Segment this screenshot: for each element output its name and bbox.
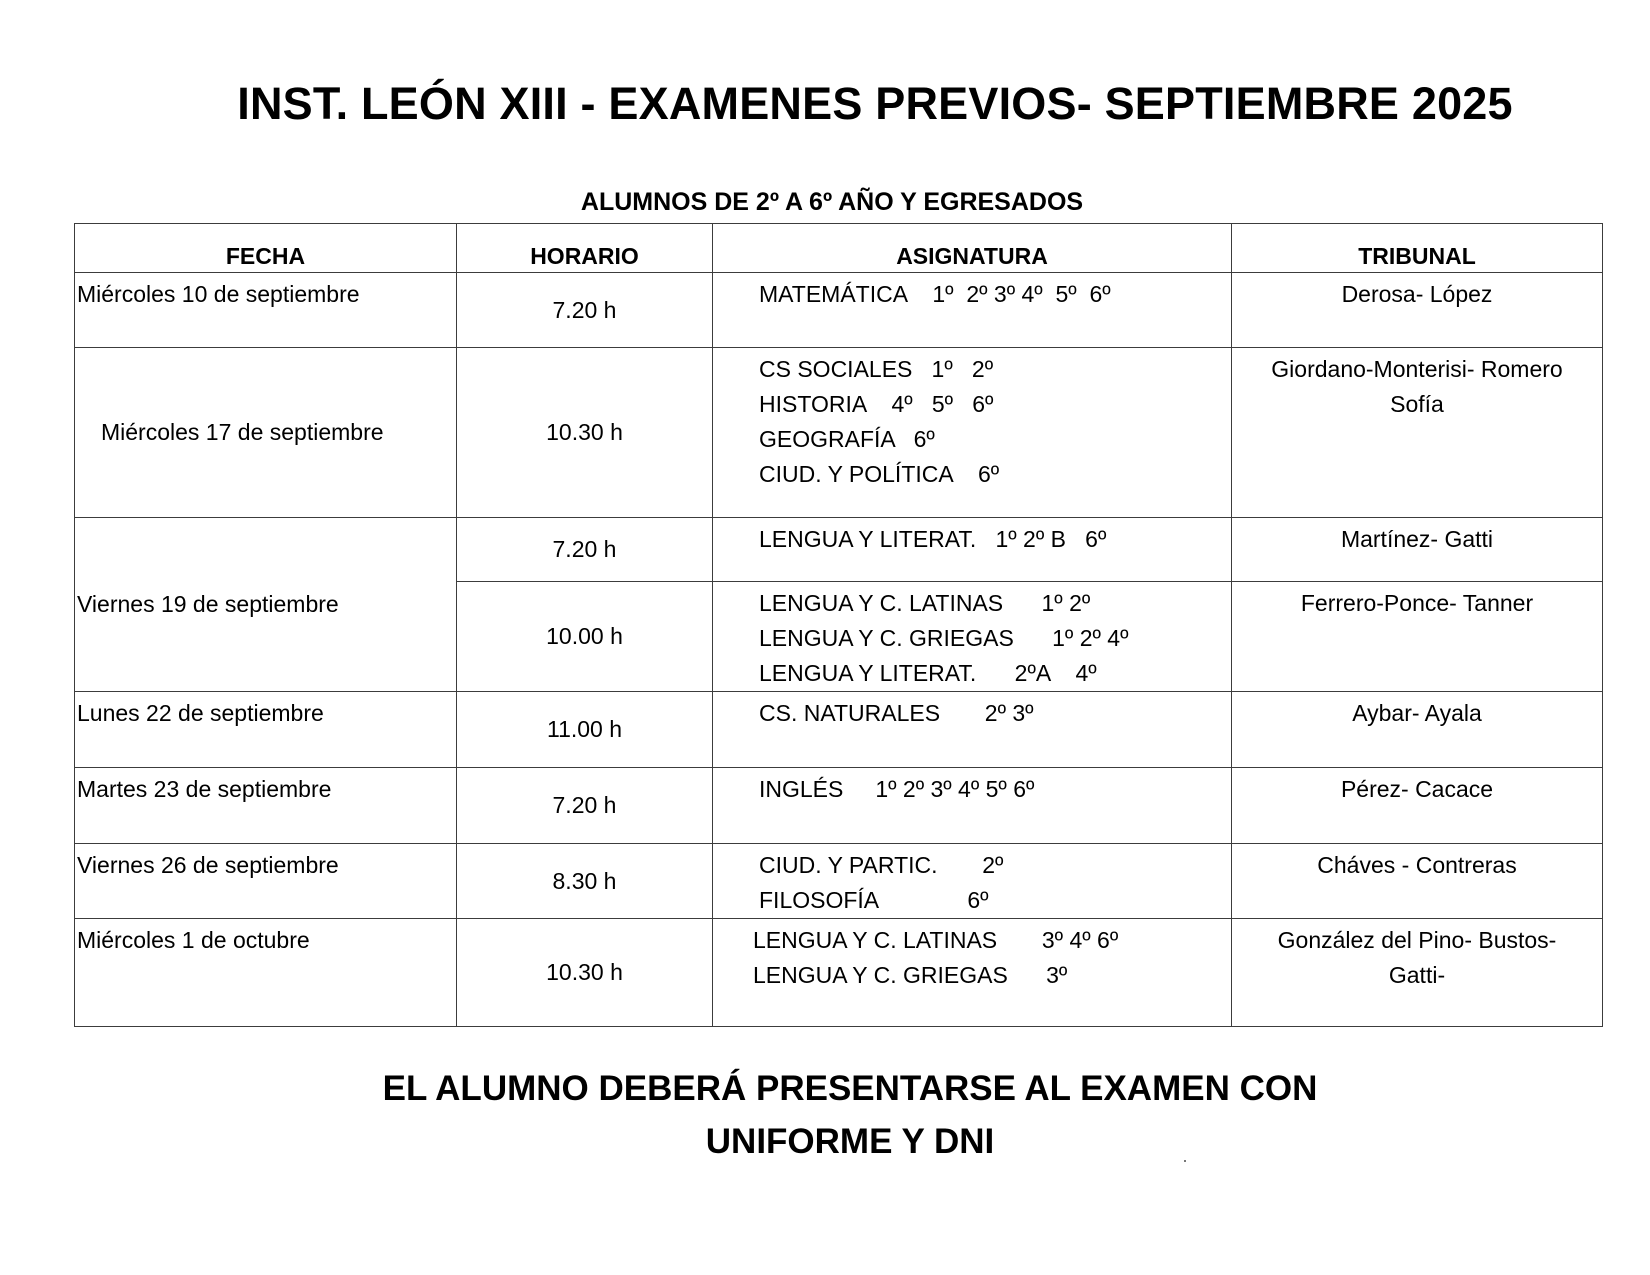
asignatura-line: LENGUA Y C. LATINAS 3º 4º 6º [753,927,1119,953]
table-row [75,692,1603,768]
fecha-cell [75,692,457,768]
horario-cell: 7.20 h [457,518,713,582]
fecha-text: Martes 23 de septiembre [77,776,332,802]
asignatura-cell [713,919,1232,1027]
table-row [75,844,1603,919]
horario-cell: 7.20 h [457,768,713,844]
asignatura-cell [713,692,1232,768]
tribunal-line: Gatti- [1388,962,1446,988]
asignatura-line: MATEMÁTICA 1º 2º 3º 4º 5º 6º [759,281,1111,307]
asignatura-line: CS. NATURALES 2º 3º [759,700,1034,726]
column-header-tribunal: TRIBUNAL [1232,224,1603,273]
horario-cell: 10.00 h [457,582,713,692]
fecha-cell [75,919,457,1027]
tribunal-line: Sofía [1390,391,1444,417]
footer-line-2: UNIFORME Y DNI [705,1122,995,1161]
scan-speck [1184,1160,1186,1162]
asignatura-line: LENGUA Y C. LATINAS 1º 2º [759,590,1091,616]
asignatura-line: GEOGRAFÍA 6º [759,426,935,452]
table-header-row [75,224,1603,273]
asignatura-line: LENGUA Y LITERAT. 2ºA 4º [759,660,1097,686]
fecha-cell [75,273,457,348]
table-row [75,768,1603,844]
asignatura-cell [713,582,1232,692]
tribunal-line: Cháves - Contreras [1317,852,1517,878]
asignatura-line: CS SOCIALES 1º 2º [759,356,994,382]
fecha-text: Viernes 19 de septiembre [77,591,339,617]
tribunal-cell [1232,692,1603,768]
asignatura-line: LENGUA Y C. GRIEGAS 3º [753,962,1068,988]
tribunal-line: Ferrero-Ponce- Tanner [1300,590,1534,616]
exam-schedule-table [74,223,1603,1027]
fecha-text: Viernes 26 de septiembre [77,852,339,878]
column-header-fecha: FECHA [75,224,457,273]
horario-cell: 8.30 h [457,844,713,919]
horario-cell: 10.30 h [457,348,713,518]
fecha-text: Miércoles 1 de octubre [77,927,310,953]
tribunal-cell [1232,919,1603,1027]
asignatura-cell [713,348,1232,518]
fecha-cell [75,518,457,692]
fecha-text: Miércoles 17 de septiembre [101,419,384,445]
fecha-text: Miércoles 10 de septiembre [77,281,360,307]
column-header-horario: HORARIO [457,224,713,273]
asignatura-cell [713,518,1232,582]
asignatura-line: HISTORIA 4º 5º 6º [759,391,994,417]
footer-notice [0,1062,1650,1168]
fecha-cell [75,768,457,844]
asignatura-line: FILOSOFÍA 6º [759,887,989,913]
table-row [75,919,1603,1027]
tribunal-line: Martínez- Gatti [1340,526,1494,552]
tribunal-cell [1232,348,1603,518]
asignatura-cell [713,768,1232,844]
tribunal-line: Derosa- López [1341,281,1493,307]
footer-line-1: EL ALUMNO DEBERÁ PRESENTARSE AL EXAMEN CON [382,1069,1318,1108]
asignatura-cell [713,844,1232,919]
tribunal-line: González del Pino- Bustos- [1277,927,1557,953]
tribunal-line: Aybar- Ayala [1352,700,1482,726]
asignatura-line: LENGUA Y LITERAT. 1º 2º B 6º [759,526,1107,552]
table-row [75,518,1603,582]
fecha-cell [75,844,457,919]
tribunal-cell [1232,582,1603,692]
tribunal-cell [1232,768,1603,844]
asignatura-line: CIUD. Y PARTIC. 2º [759,852,1004,878]
table-subtitle: ALUMNOS DE 2º A 6º AÑO Y EGRESADOS [580,188,1084,216]
tribunal-line: Giordano-Monterisi- Romero [1271,356,1563,382]
asignatura-line: INGLÉS 1º 2º 3º 4º 5º 6º [759,776,1035,802]
tribunal-cell [1232,273,1603,348]
fecha-text: Lunes 22 de septiembre [77,700,324,726]
tribunal-cell [1232,518,1603,582]
horario-cell: 7.20 h [457,273,713,348]
asignatura-cell [713,273,1232,348]
column-header-asignatura: ASIGNATURA [713,224,1232,273]
table-row [75,348,1603,518]
page-title: INST. LEÓN XIII - EXAMENES PREVIOS- SEPTIEMBRE 2025 [237,78,1513,129]
fecha-cell [75,348,457,518]
horario-cell: 10.30 h [457,919,713,1027]
horario-cell: 11.00 h [457,692,713,768]
table-row [75,273,1603,348]
asignatura-line: LENGUA Y C. GRIEGAS 1º 2º 4º [759,625,1129,651]
asignatura-line: CIUD. Y POLÍTICA 6º [759,461,1000,487]
tribunal-cell [1232,844,1603,919]
tribunal-line: Pérez- Cacace [1340,776,1494,802]
